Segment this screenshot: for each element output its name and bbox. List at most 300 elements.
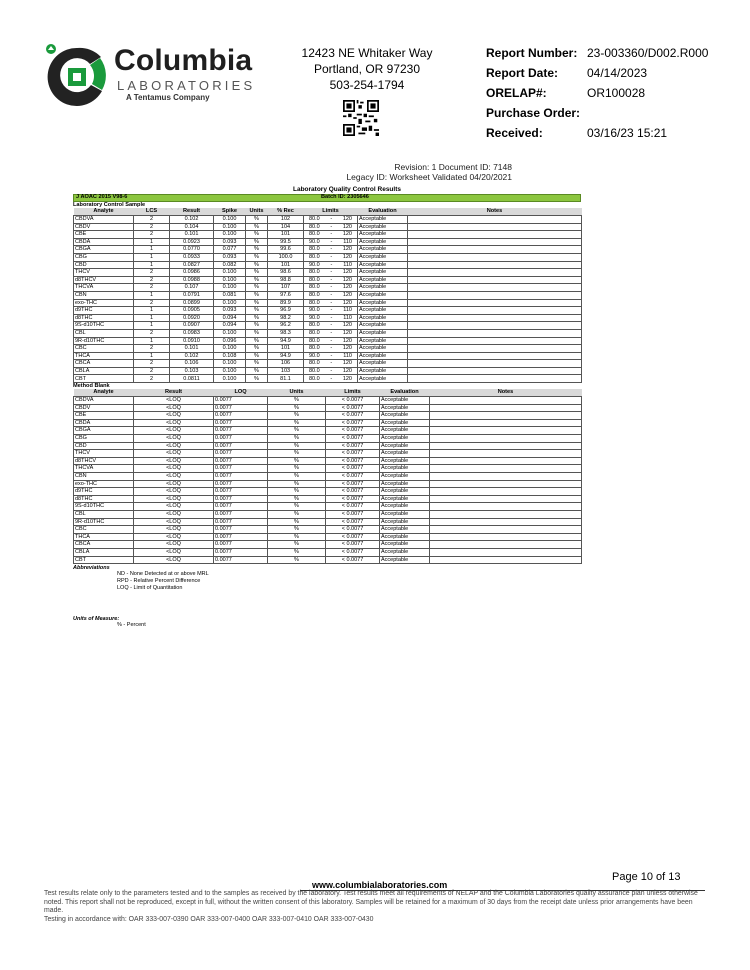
limit-low: 80.0 — [309, 367, 320, 374]
recovery-cell: 94.9 — [268, 337, 304, 345]
evaluation-cell: Acceptable — [380, 510, 430, 518]
evaluation-cell: Acceptable — [358, 322, 408, 330]
units-cell: % — [246, 238, 268, 246]
notes-cell — [408, 246, 582, 254]
notes-cell — [408, 269, 582, 277]
limits-cell: < 0.0077 — [326, 427, 380, 435]
evaluation-cell: Acceptable — [380, 457, 430, 465]
limits-cell: < 0.0077 — [326, 397, 380, 405]
recovery-cell: 98.8 — [268, 276, 304, 284]
notes-cell — [408, 337, 582, 345]
limit-dash: - — [330, 367, 333, 374]
blank-header-cell: Limits — [326, 389, 380, 397]
result-cell: 0.0791 — [170, 291, 214, 299]
units-cell: % — [268, 419, 326, 427]
units-cell: % — [246, 352, 268, 360]
notes-cell — [408, 345, 582, 353]
recovery-cell: 89.9 — [268, 299, 304, 307]
table-row — [74, 518, 582, 526]
units-cell: % — [268, 435, 326, 443]
spike-cell: 0.100 — [214, 345, 246, 353]
units-cell: % — [268, 533, 326, 541]
table-row — [74, 375, 582, 383]
recovery-cell: 104 — [268, 223, 304, 231]
loq-cell: 0.0077 — [214, 442, 268, 450]
table-row — [74, 291, 582, 299]
notes-cell — [430, 419, 582, 427]
units-cell: % — [246, 223, 268, 231]
result-cell: <LOQ — [134, 503, 214, 511]
table-row — [74, 337, 582, 345]
lcs-header-cell: Evaluation — [358, 208, 408, 216]
limit-low: 80.0 — [309, 322, 320, 329]
analyte-cell: CBE — [74, 231, 134, 239]
limits-cell: < 0.0077 — [326, 488, 380, 496]
spike-cell: 0.100 — [214, 360, 246, 368]
abbreviation-item: LOQ - Limit of Quantitation — [117, 585, 183, 592]
limits-cell — [304, 337, 358, 345]
limit-low: 80.0 — [309, 269, 320, 276]
evaluation-cell: Acceptable — [380, 427, 430, 435]
table-row — [74, 345, 582, 353]
evaluation-cell: Acceptable — [358, 269, 408, 277]
units-cell: % — [268, 427, 326, 435]
qr-code-icon — [343, 100, 379, 136]
limit-dash: - — [330, 238, 333, 245]
notes-cell — [430, 412, 582, 420]
footer-testing: Testing in accordance with: OAR 333-007-0390 OAR 333-007-0400 OAR 333-007-0410 OAR 333-007-0430 — [44, 915, 374, 923]
analyte-cell: CBDVA — [74, 397, 134, 405]
evaluation-cell: Acceptable — [358, 345, 408, 353]
blank-header-cell: Evaluation — [380, 389, 430, 397]
limits-cell: < 0.0077 — [326, 503, 380, 511]
units-cell: % — [268, 510, 326, 518]
table-row — [74, 473, 582, 481]
loq-cell: 0.0077 — [214, 533, 268, 541]
limit-low: 90.0 — [309, 261, 320, 268]
evaluation-cell: Acceptable — [380, 495, 430, 503]
table-row — [74, 314, 582, 322]
notes-cell — [408, 352, 582, 360]
qc-title: Laboratory Quality Control Results — [293, 186, 401, 193]
limits-cell — [304, 345, 358, 353]
notes-cell — [430, 457, 582, 465]
spike-cell: 0.100 — [214, 299, 246, 307]
notes-cell — [430, 526, 582, 534]
result-cell: 0.0983 — [170, 329, 214, 337]
result-cell: 0.0920 — [170, 314, 214, 322]
limit-low: 90.0 — [309, 238, 320, 245]
spike-cell: 0.100 — [214, 284, 246, 292]
batch-id: Batch ID: 2305646 — [321, 194, 369, 200]
limit-low: 80.0 — [309, 231, 320, 238]
limits-cell: < 0.0077 — [326, 457, 380, 465]
limits-cell: < 0.0077 — [326, 435, 380, 443]
analyte-cell: CBD — [74, 442, 134, 450]
spike-cell: 0.100 — [214, 375, 246, 383]
limit-low: 80.0 — [309, 223, 320, 230]
limit-low: 80.0 — [309, 337, 320, 344]
spike-cell: 0.094 — [214, 322, 246, 330]
limits-cell — [304, 261, 358, 269]
spike-cell: 0.081 — [214, 291, 246, 299]
unit-item: % - Percent — [117, 622, 146, 629]
analyte-cell: d9THC — [74, 488, 134, 496]
analyte-cell: d8THCV — [74, 457, 134, 465]
analyte-cell: d9THC — [74, 307, 134, 315]
lcs-cell: 2 — [134, 367, 170, 375]
report-date-label: Report Date: — [486, 66, 559, 80]
table-row — [74, 435, 582, 443]
limit-high: 120 — [342, 367, 352, 374]
result-cell: 0.0905 — [170, 307, 214, 315]
lcs-cell: 2 — [134, 231, 170, 239]
units-cell: % — [246, 314, 268, 322]
result-cell: <LOQ — [134, 495, 214, 503]
analyte-cell: CBD — [74, 261, 134, 269]
lcs-header-cell: Analyte — [74, 208, 134, 216]
notes-cell — [430, 518, 582, 526]
footer-disclaimer: Test results relate only to the parameters tested and to the samples as received by the laboratory. Test results meet all requirements of NELAP and the Columbia Laboratories quality assurance plan unless otherwise noted. This report shall not be reproduced, except in full, without the written consent of this laboratory. Samples will be retained for a maximum of 30 days from the receipt date unless prior arrangements have been made. — [44, 890, 698, 915]
analyte-cell: CBN — [74, 473, 134, 481]
spike-cell: 0.100 — [214, 216, 246, 224]
loq-cell: 0.0077 — [214, 450, 268, 458]
evaluation-cell: Acceptable — [358, 360, 408, 368]
limit-dash: - — [330, 269, 333, 276]
recovery-cell: 99.6 — [268, 246, 304, 254]
lcs-cell: 2 — [134, 360, 170, 368]
result-cell: 0.101 — [170, 231, 214, 239]
lcs-cell: 1 — [134, 253, 170, 261]
result-cell: <LOQ — [134, 427, 214, 435]
limits-range — [305, 246, 356, 253]
evaluation-cell: Acceptable — [380, 412, 430, 420]
analyte-cell: 9S-d10THC — [74, 503, 134, 511]
analyte-cell: CBLA — [74, 548, 134, 556]
limits-cell — [304, 291, 358, 299]
limits-cell: < 0.0077 — [326, 495, 380, 503]
analyte-cell: CBT — [74, 375, 134, 383]
result-cell: 0.103 — [170, 367, 214, 375]
lcs-header-cell: Spike — [214, 208, 246, 216]
units-cell: % — [268, 495, 326, 503]
lcs-cell: 2 — [134, 216, 170, 224]
units-cell: % — [268, 548, 326, 556]
limit-high: 120 — [342, 329, 352, 336]
limit-low: 80.0 — [309, 291, 320, 298]
limit-high: 110 — [343, 314, 352, 321]
evaluation-cell: Acceptable — [358, 375, 408, 383]
report-number: 23-003360/D002.R000 — [587, 46, 709, 60]
limits-cell: < 0.0077 — [326, 526, 380, 534]
lab-phone: 503-254-1794 — [329, 78, 405, 92]
notes-cell — [408, 223, 582, 231]
table-row — [74, 457, 582, 465]
blank-header-cell: LOQ — [214, 389, 268, 397]
recovery-cell: 97.6 — [268, 291, 304, 299]
loq-cell: 0.0077 — [214, 488, 268, 496]
logo-subtitle: LABORATORIES — [117, 78, 256, 93]
table-row — [74, 276, 582, 284]
analyte-cell: 9R-d10THC — [74, 337, 134, 345]
lcs-cell: 2 — [134, 299, 170, 307]
limits-cell: < 0.0077 — [326, 419, 380, 427]
address-line2: Portland, OR 97230 — [313, 62, 421, 76]
limits-cell — [304, 269, 358, 277]
result-cell: 0.0988 — [170, 276, 214, 284]
units-cell: % — [246, 246, 268, 254]
notes-cell — [408, 253, 582, 261]
analyte-cell: CBDV — [74, 404, 134, 412]
evaluation-cell: Acceptable — [358, 253, 408, 261]
notes-cell — [430, 450, 582, 458]
evaluation-cell: Acceptable — [358, 352, 408, 360]
loq-cell: 0.0077 — [214, 412, 268, 420]
recovery-cell: 107 — [268, 284, 304, 292]
limits-cell — [304, 246, 358, 254]
limit-low: 80.0 — [309, 246, 320, 253]
lcs-header-cell: Units — [246, 208, 268, 216]
notes-cell — [430, 435, 582, 443]
recovery-cell: 101 — [268, 231, 304, 239]
notes-cell — [430, 541, 582, 549]
lcs-cell: 1 — [134, 261, 170, 269]
units-cell: % — [246, 337, 268, 345]
table-row — [74, 503, 582, 511]
limits-cell — [304, 284, 358, 292]
lcs-header-cell: Result — [170, 208, 214, 216]
limit-dash: - — [330, 291, 333, 298]
limit-dash: - — [330, 231, 333, 238]
result-cell: 0.101 — [170, 345, 214, 353]
result-cell: <LOQ — [134, 465, 214, 473]
purchase-order-label: Purchase Order: — [486, 106, 581, 120]
units-cell: % — [246, 375, 268, 383]
recovery-cell: 98.3 — [268, 329, 304, 337]
analyte-cell: exo-THC — [74, 299, 134, 307]
lcs-header-cell: Notes — [408, 208, 582, 216]
analyte-cell: THCA — [74, 352, 134, 360]
table-row — [74, 465, 582, 473]
limit-high: 120 — [342, 291, 352, 298]
table-row — [74, 253, 582, 261]
limits-cell — [304, 360, 358, 368]
result-cell: <LOQ — [134, 473, 214, 481]
limits-cell: < 0.0077 — [326, 541, 380, 549]
result-cell: <LOQ — [134, 419, 214, 427]
limit-dash: - — [330, 246, 333, 253]
table-row — [74, 419, 582, 427]
recovery-cell: 96.9 — [268, 307, 304, 315]
table-row — [74, 299, 582, 307]
lcs-cell: 2 — [134, 284, 170, 292]
result-cell: <LOQ — [134, 510, 214, 518]
footer-url[interactable]: www.columbialaboratories.com — [312, 880, 448, 890]
limit-low: 90.0 — [309, 307, 320, 314]
table-row — [74, 329, 582, 337]
table-row — [74, 488, 582, 496]
units-cell: % — [246, 269, 268, 277]
units-cell: % — [268, 541, 326, 549]
notes-cell — [430, 503, 582, 511]
table-row — [74, 556, 582, 564]
limit-high: 120 — [342, 254, 352, 261]
recovery-cell: 98.2 — [268, 314, 304, 322]
notes-cell — [430, 465, 582, 473]
evaluation-cell: Acceptable — [358, 284, 408, 292]
limit-low: 80.0 — [309, 329, 320, 336]
limit-low: 80.0 — [309, 345, 320, 352]
lcs-section-title: Laboratory Control Sample — [73, 202, 146, 208]
units-cell: % — [268, 526, 326, 534]
analyte-cell: CBT — [74, 556, 134, 564]
notes-cell — [408, 360, 582, 368]
evaluation-cell: Acceptable — [380, 404, 430, 412]
evaluation-cell: Acceptable — [380, 526, 430, 534]
limits-range — [305, 277, 356, 284]
loq-cell: 0.0077 — [214, 427, 268, 435]
limit-dash: - — [330, 276, 333, 283]
limit-high: 120 — [342, 337, 352, 344]
lcs-cell: 1 — [134, 352, 170, 360]
result-cell: 0.0907 — [170, 322, 214, 330]
units-cell: % — [268, 488, 326, 496]
analyte-cell: THCV — [74, 269, 134, 277]
lcs-header-cell: Limits — [304, 208, 358, 216]
limits-range — [305, 315, 356, 322]
analyte-cell: 9R-d10THC — [74, 518, 134, 526]
tentamus-icon — [46, 44, 56, 54]
units-cell: % — [246, 322, 268, 330]
result-cell: <LOQ — [134, 404, 214, 412]
notes-cell — [430, 480, 582, 488]
limit-dash: - — [330, 261, 333, 268]
limits-cell — [304, 307, 358, 315]
limits-cell: < 0.0077 — [326, 404, 380, 412]
limits-range — [305, 254, 356, 261]
limit-dash: - — [330, 322, 333, 329]
loq-cell: 0.0077 — [214, 503, 268, 511]
loq-cell: 0.0077 — [214, 518, 268, 526]
table-row — [74, 216, 582, 224]
orelap-number: OR100028 — [587, 86, 646, 100]
analyte-cell: CBG — [74, 435, 134, 443]
limit-dash: - — [330, 314, 333, 321]
analyte-cell: d8THCV — [74, 276, 134, 284]
units-cell: % — [246, 367, 268, 375]
analyte-cell: CBCA — [74, 360, 134, 368]
limits-cell — [304, 223, 358, 231]
result-cell: <LOQ — [134, 548, 214, 556]
evaluation-cell: Acceptable — [358, 276, 408, 284]
qc-results — [73, 186, 581, 629]
table-row — [74, 541, 582, 549]
limit-dash: - — [330, 337, 333, 344]
received-label: Received: — [486, 126, 543, 140]
address-line1: 12423 NE Whitaker Way — [301, 46, 433, 60]
report-number-label: Report Number: — [486, 46, 578, 60]
limit-dash: - — [330, 284, 333, 291]
evaluation-cell: Acceptable — [380, 465, 430, 473]
limit-low: 80.0 — [309, 299, 320, 306]
evaluation-cell: Acceptable — [358, 307, 408, 315]
table-row — [74, 322, 582, 330]
limits-cell: < 0.0077 — [326, 480, 380, 488]
analyte-cell: THCVA — [74, 284, 134, 292]
limit-high: 110 — [343, 238, 352, 245]
table-row — [74, 450, 582, 458]
units-cell: % — [268, 518, 326, 526]
limit-dash: - — [330, 360, 333, 367]
table-row — [74, 442, 582, 450]
limits-range — [305, 322, 356, 329]
lcs-cell: 1 — [134, 246, 170, 254]
evaluation-cell: Acceptable — [358, 246, 408, 254]
evaluation-cell: Acceptable — [358, 238, 408, 246]
result-cell: <LOQ — [134, 450, 214, 458]
loq-cell: 0.0077 — [214, 495, 268, 503]
lcs-cell: 2 — [134, 269, 170, 277]
table-row — [74, 427, 582, 435]
table-row — [74, 495, 582, 503]
recovery-cell: 106 — [268, 360, 304, 368]
result-cell: <LOQ — [134, 412, 214, 420]
limit-high: 110 — [343, 307, 352, 314]
limits-cell: < 0.0077 — [326, 412, 380, 420]
analyte-cell: CBL — [74, 329, 134, 337]
analyte-cell: CBE — [74, 412, 134, 420]
result-cell: 0.102 — [170, 352, 214, 360]
limit-high: 120 — [342, 216, 352, 223]
units-cell: % — [246, 307, 268, 315]
analyte-cell: CBC — [74, 345, 134, 353]
units-cell: % — [246, 261, 268, 269]
notes-cell — [408, 216, 582, 224]
blank-header-cell: Analyte — [74, 389, 134, 397]
limits-cell — [304, 276, 358, 284]
analyte-cell: CBGA — [74, 246, 134, 254]
method-name: J AOAC 2015 V98-6 — [76, 194, 128, 200]
revision-info — [300, 162, 512, 182]
spike-cell: 0.096 — [214, 337, 246, 345]
evaluation-cell: Acceptable — [380, 518, 430, 526]
result-cell: 0.0933 — [170, 253, 214, 261]
spike-cell: 0.100 — [214, 276, 246, 284]
blank-table — [73, 389, 582, 564]
spike-cell: 0.100 — [214, 269, 246, 277]
table-row — [74, 526, 582, 534]
limit-high: 120 — [342, 284, 352, 291]
table-row — [74, 261, 582, 269]
table-row — [74, 231, 582, 239]
loq-cell: 0.0077 — [214, 435, 268, 443]
spike-cell: 0.077 — [214, 246, 246, 254]
analyte-cell: 9S-d10THC — [74, 322, 134, 330]
notes-cell — [430, 404, 582, 412]
analyte-cell: CBG — [74, 253, 134, 261]
analyte-cell: CBLA — [74, 367, 134, 375]
evaluation-cell: Acceptable — [380, 548, 430, 556]
evaluation-cell: Acceptable — [380, 473, 430, 481]
evaluation-cell: Acceptable — [358, 223, 408, 231]
result-cell: 0.0923 — [170, 238, 214, 246]
limits-range — [305, 353, 356, 360]
limit-dash: - — [330, 345, 333, 352]
analyte-cell: CBDA — [74, 238, 134, 246]
limits-range — [305, 360, 356, 367]
blank-header-cell: Notes — [430, 389, 582, 397]
result-cell: 0.102 — [170, 216, 214, 224]
